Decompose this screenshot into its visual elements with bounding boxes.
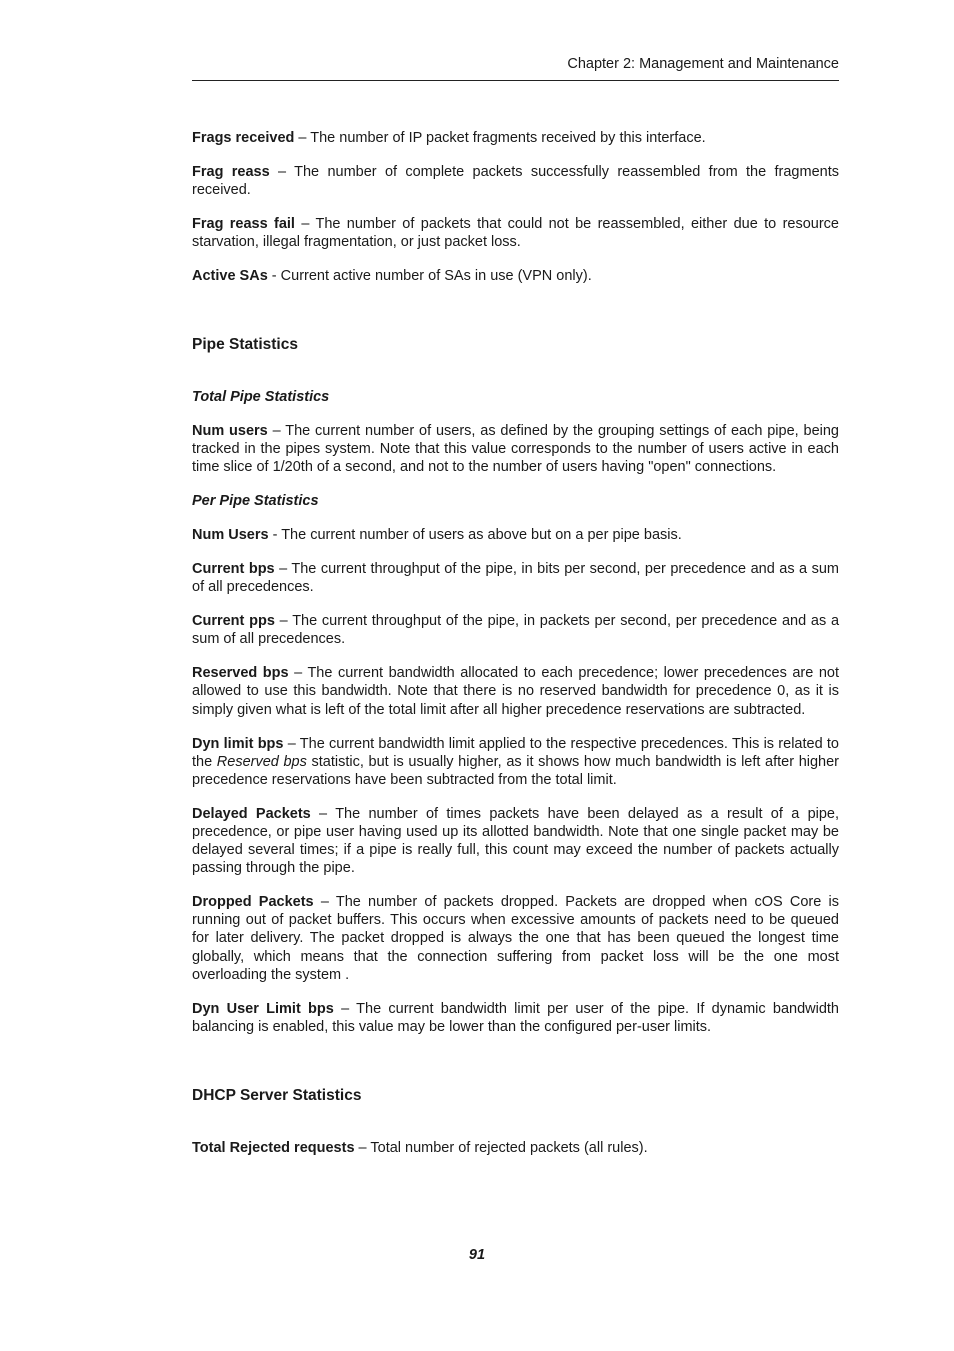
definition-current-pps [192, 612, 839, 648]
term-separator: – [267, 422, 286, 439]
term-label: Frag reass [192, 164, 270, 181]
term-separator: – [274, 613, 293, 630]
definition-text: The current bandwidth allocated to each precedence; lower precedences are not allowed to use this bandwidth. Note that there is no reserved bandwidth for precedence 0, as it is simply given what is left of the total limit after all higher precedence reservations are subtracted. [192, 665, 840, 718]
term-label: Frag reass fail [192, 216, 295, 233]
term-label: Total Rejected requests [192, 1139, 355, 1156]
definition-text: The current number of users as above but on a per pipe basis. [281, 526, 682, 543]
term-label: Frags received [192, 130, 295, 146]
chapter-title: Chapter 2: Management and Maintenance [567, 56, 839, 72]
term-label: Num Users [192, 526, 269, 543]
term-separator: – [294, 216, 316, 233]
definition-reserved-bps [192, 664, 839, 718]
term-separator: – [333, 1000, 357, 1017]
page-number: 91 [468, 1247, 486, 1263]
term-label: Current bps [192, 560, 275, 577]
subheading-total-pipe-statistics: Total Pipe Statistics [192, 388, 330, 405]
definition-dyn-limit-bps [192, 735, 839, 789]
term-separator: – [310, 805, 336, 822]
term-separator: – [294, 130, 311, 146]
term-label: Current pps [192, 613, 275, 630]
definition-dropped-packets [192, 893, 839, 983]
definition-num-users [192, 422, 839, 476]
term-label: Dropped Packets [192, 894, 314, 911]
definition-text: The current throughput of the pipe, in bits per second, per precedence and as a sum of all precedences. [192, 560, 839, 596]
definition-text: The number of IP packet fragments received by this interface. [310, 130, 706, 146]
term-label: Active SAs [192, 268, 268, 285]
page-header [192, 54, 839, 81]
definition-text: The number of complete packets successfully reassembled from the fragments received. [192, 164, 839, 199]
definition-frag-reass [192, 163, 839, 199]
term-label: Dyn User Limit bps [192, 1000, 334, 1017]
term-separator: – [274, 560, 292, 577]
term-label: Delayed Packets [192, 805, 311, 822]
definition-num-users-per-pipe [192, 526, 839, 544]
definition-dyn-user-limit-bps [192, 1000, 839, 1036]
definition-text: statistic, but is usually higher, as it shows how much bandwidth is left after higher precedence reservations have been subtracted from the total limit. [192, 753, 840, 788]
term-separator: – [283, 735, 300, 752]
definition-total-rejected-requests [192, 1139, 839, 1157]
section-heading-dhcp-server-statistics: DHCP Server Statistics [192, 1086, 362, 1104]
term-label: Dyn limit bps [192, 735, 284, 752]
term-separator: – [288, 665, 308, 682]
term-separator: – [269, 164, 295, 181]
definition-text: Total number of rejected packets (all rules). [370, 1139, 648, 1156]
definition-italic-ref: Reserved bps [216, 753, 307, 770]
term-separator: - [267, 268, 281, 285]
definition-active-sas [192, 267, 839, 285]
subheading-per-pipe-statistics: Per Pipe Statistics [192, 492, 319, 509]
definition-text: The number of packets that could not be reassembled, either due to resource starvation, illegal fragmentation, or just packet loss. [192, 216, 839, 251]
definition-text: The current bandwidth limit per user of the pipe. If dynamic bandwidth balancing is enabled, this value may be lower than the configured per-user limits. [192, 1000, 839, 1035]
term-separator: – [313, 894, 336, 911]
definition-current-bps [192, 560, 839, 596]
definition-frag-reass-fail [192, 215, 839, 251]
definition-text: The number of times packets have been delayed as a result of a pipe, precedence, or pipe user having used up its allotted bandwidth. Note that one single packet may be delayed several times; if a pipe is really full, this count may exceed the number of packets actually passing through the pipe. [192, 805, 840, 877]
definition-text: The current throughput of the pipe, in packets per second, per precedence and as a sum of all precedences. [192, 613, 840, 648]
definition-delayed-packets [192, 805, 839, 877]
term-separator: – [354, 1139, 371, 1156]
term-label: Num users [192, 422, 268, 439]
term-label: Reserved bps [192, 665, 289, 682]
definition-frags-received [192, 129, 839, 147]
definition-text: The current bandwidth limit applied to the respective precedences. This is related to the [192, 735, 839, 770]
term-separator: - [268, 526, 282, 543]
page-content [192, 129, 839, 1173]
definition-text: The current number of users, as defined by the grouping settings of each pipe, being tracked in the pipes system. Note that this value corresponds to the number of users active in each time slice of 1/20th of a second, and not to the number of users having "open" connections. [192, 422, 839, 475]
section-heading-pipe-statistics: Pipe Statistics [192, 335, 298, 353]
definition-text: Current active number of SAs in use (VPN only). [280, 268, 592, 285]
definition-text: The number of packets dropped. Packets are dropped when cOS Core is running out of packet buffers. This occurs when excessive amounts of packets need to be queued for later delivery. The packet dropped is always the one that has been queued the longest time globally, which means that the connection suffering from packet loss will be the one most overloading the system . [192, 894, 839, 983]
